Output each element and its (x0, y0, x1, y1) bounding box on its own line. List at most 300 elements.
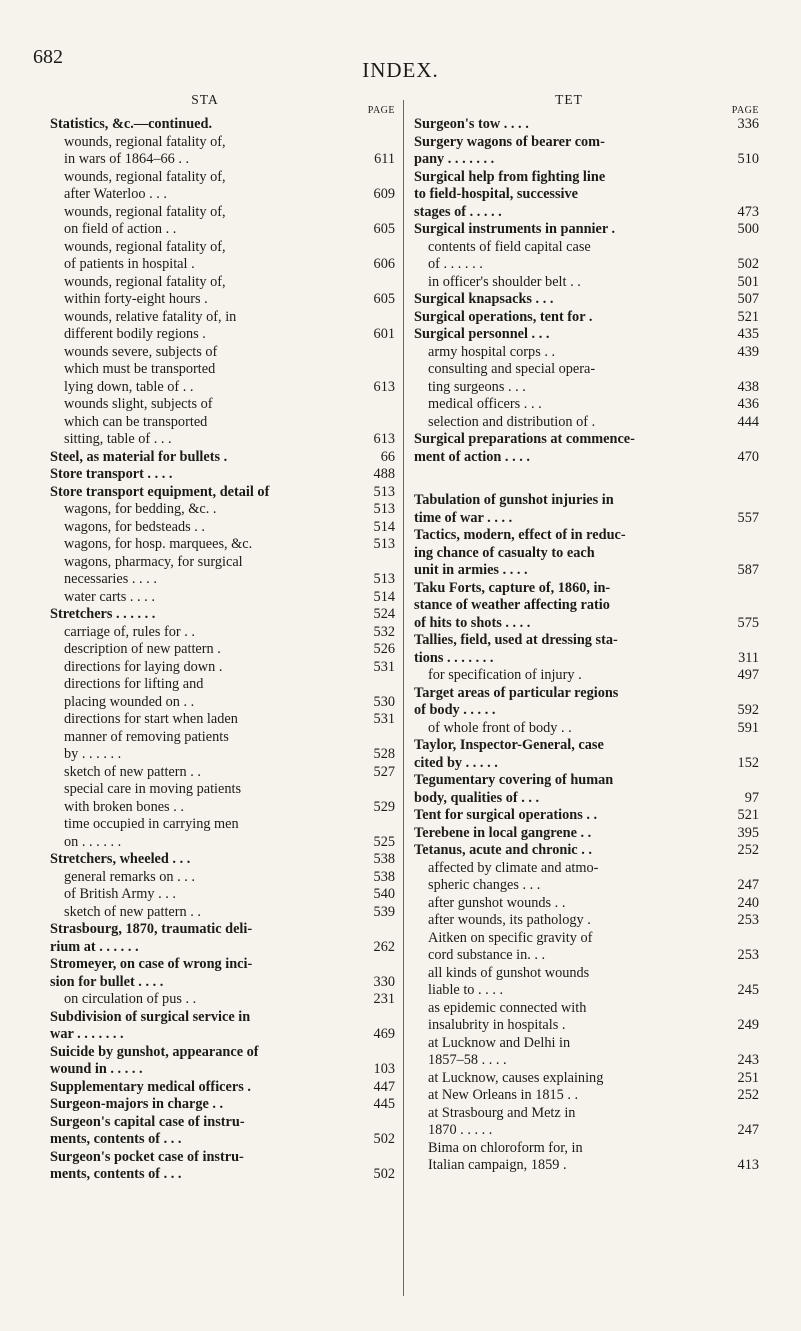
entry-line: body, qualities of . . . (414, 789, 540, 806)
entry-line: directions for lifting and (64, 676, 204, 692)
entry-line: Taylor, Inspector-General, case (414, 737, 604, 753)
entry-page-number: 605 (373, 291, 395, 307)
entry-line: Statistics, &c.—continued. (50, 116, 213, 132)
index-subentry (50, 344, 395, 397)
index-subentry (414, 930, 759, 965)
index-subentry (414, 239, 759, 274)
index-entry (50, 1149, 395, 1184)
entry-text (50, 1096, 347, 1114)
entry-page-number: 557 (737, 509, 759, 526)
index-subentry (414, 912, 759, 930)
entry-page-number: 524 (373, 606, 395, 622)
entry-line: special care in moving patients (64, 781, 242, 797)
entry-line: Stretchers, wheeled . . . (50, 851, 191, 867)
entry-page-number: 513 (373, 571, 395, 587)
index-entry (414, 807, 759, 825)
entry-page-number: 439 (737, 343, 759, 360)
index-entry (414, 842, 759, 860)
entry-text (50, 851, 347, 869)
entry-page-number: 531 (373, 711, 395, 727)
entry-text (428, 1070, 711, 1088)
entry-text (50, 921, 347, 956)
index-subentry (50, 274, 395, 309)
entry-page-number: 249 (737, 1017, 759, 1033)
index-entry (414, 685, 759, 720)
entry-text (428, 1035, 711, 1070)
index-subentry (50, 309, 395, 344)
index-subentry (414, 1105, 759, 1140)
index-entry (50, 956, 395, 991)
entry-line: ing chance of casualty to each (414, 544, 595, 561)
entry-page-number: 435 (737, 326, 759, 342)
entry-line: Italian campaign, 1859 . (428, 1157, 567, 1173)
right-entries (414, 116, 759, 1175)
entry-line: necessaries . . . . (64, 571, 157, 587)
entry-text (428, 274, 711, 292)
entry-line: wounds, regional fatality of, (64, 273, 226, 290)
entry-page-number: 528 (373, 746, 395, 762)
entry-text (414, 527, 711, 580)
entry-line: manner of removing patients (64, 728, 229, 745)
entry-line: liable to . . . . (428, 982, 504, 998)
entry-line: Stromeyer, on case of wrong inci- (50, 956, 253, 972)
index-subentry (414, 361, 759, 396)
entry-line: in officer's shoulder belt . . (428, 273, 581, 290)
entry-text (414, 169, 711, 222)
entry-line: Steel, as material for bullets . (50, 448, 228, 465)
entry-page-number: 601 (373, 326, 395, 342)
entry-page-number: 513 (373, 501, 395, 517)
entry-line: consulting and special opera- (428, 361, 596, 377)
entry-text (50, 1009, 347, 1044)
entry-line: war . . . . . . . (50, 1026, 124, 1042)
entry-line: Suicide by gunshot, appearance of (50, 1043, 259, 1060)
entry-line: sketch of new pattern . . (64, 763, 201, 780)
entry-text (64, 886, 347, 904)
entry-line: selection and distribution of . (428, 413, 596, 430)
entry-text (414, 632, 711, 667)
entry-page-number: 531 (373, 658, 395, 675)
entry-line: Surgeon's capital case of instru- (50, 1113, 245, 1130)
entry-text (64, 589, 347, 607)
entry-line: of whole front of body . . (428, 719, 572, 736)
entry-line: insalubrity in hospitals . (428, 1017, 566, 1033)
index-subentry (414, 1035, 759, 1070)
index-entry (414, 825, 759, 843)
entry-page-number: 538 (373, 851, 395, 867)
entry-line: at Strasbourg and Metz in (428, 1104, 576, 1121)
entry-line: Supplementary medical officers . (50, 1078, 251, 1095)
entry-page-number: 253 (737, 947, 759, 963)
index-subentry (414, 667, 759, 685)
entry-page-number: 502 (373, 1131, 395, 1147)
entry-page-number: 538 (373, 868, 395, 885)
entry-line: all kinds of gunshot wounds (428, 964, 590, 981)
entry-text (64, 904, 347, 922)
entry-line: 1857–58 . . . . (428, 1052, 507, 1068)
entry-text (50, 1079, 347, 1097)
entry-line: army hospital corps . . (428, 343, 556, 360)
section-gap (414, 466, 759, 492)
entry-line: after wounds, its pathology . (428, 912, 591, 928)
entry-text (414, 309, 711, 327)
entry-text (428, 1000, 711, 1035)
entry-page-number: 152 (737, 754, 759, 771)
entry-page-number: 470 (737, 448, 759, 465)
entry-text (414, 580, 711, 633)
entry-line: wounds, regional fatality of, (64, 238, 226, 255)
index-entry (50, 1079, 395, 1097)
entry-line: on . . . . . . (64, 833, 122, 850)
entry-text (414, 221, 711, 239)
index-subentry (414, 895, 759, 913)
entry-line: on field of action . . (64, 221, 177, 237)
entry-line: in wars of 1864–66 . . (64, 151, 190, 167)
entry-text (50, 116, 347, 134)
entry-page-number: 502 (373, 1166, 395, 1182)
entry-page-number: 240 (737, 894, 759, 911)
entry-line: ment of action . . . . (414, 448, 530, 465)
entry-page-number: 336 (737, 116, 759, 132)
right-page-label: PAGE (731, 105, 759, 116)
index-subentry (50, 781, 395, 816)
entry-text (414, 842, 711, 860)
entry-line: on circulation of pus . . (64, 991, 197, 1007)
entry-text (414, 685, 711, 720)
entry-page-number: 514 (373, 588, 395, 605)
entry-line: wagons, for bedding, &c. . (64, 501, 217, 517)
entry-page-number: 252 (737, 842, 759, 858)
index-subentry (414, 965, 759, 1000)
entry-line: Terebene in local gangrene . . (414, 824, 592, 841)
entry-text (414, 772, 711, 807)
entry-line: after gunshot wounds . . (428, 894, 566, 911)
entry-line: wagons, pharmacy, for surgical (64, 553, 243, 570)
index-entry (50, 1044, 395, 1079)
entry-line: Surgical preparations at commence- (414, 431, 635, 447)
entry-text (414, 825, 711, 843)
index-entry (50, 484, 395, 502)
index-entry (50, 1114, 395, 1149)
index-entry (414, 527, 759, 580)
index-entry (50, 1096, 395, 1114)
entry-text (64, 344, 347, 397)
entry-page-number: 521 (737, 807, 759, 823)
entry-text (64, 309, 347, 344)
index-entry (50, 1009, 395, 1044)
entry-page-number: 243 (737, 1052, 759, 1068)
entry-text (428, 912, 711, 930)
index-subentry (414, 1140, 759, 1175)
entry-text (64, 396, 347, 449)
entry-page-number: 247 (737, 1122, 759, 1138)
entry-line: of British Army . . . (64, 886, 176, 902)
entry-page-number: 587 (737, 562, 759, 578)
left-column (50, 92, 395, 1184)
entry-line: which must be transported (64, 361, 216, 377)
index-subentry (50, 589, 395, 607)
index-subentry (414, 1070, 759, 1088)
right-column (414, 92, 759, 1175)
index-subentry (50, 869, 395, 887)
entry-text (428, 895, 711, 913)
entry-line: Surgical personnel . . . (414, 326, 550, 342)
entry-line: directions for start when laden (64, 711, 238, 727)
entry-text (64, 239, 347, 274)
entry-text (64, 554, 347, 589)
entry-page-number: 252 (737, 1087, 759, 1103)
index-entry (414, 772, 759, 807)
entry-text (64, 869, 347, 887)
entry-page-number: 613 (373, 378, 395, 395)
entry-text (428, 860, 711, 895)
entry-page-number: 488 (373, 466, 395, 482)
entry-line: general remarks on . . . (64, 868, 196, 885)
entry-line: Aitken on specific gravity of (428, 929, 593, 946)
entry-line: affected by climate and atmo- (428, 859, 599, 876)
entry-line: Bima on chloroform for, in (428, 1139, 583, 1156)
entry-text (64, 781, 347, 816)
left-column-header (50, 92, 395, 114)
entry-line: ments, contents of . . . (50, 1166, 182, 1182)
entry-line: Stretchers . . . . . . (50, 606, 156, 622)
entry-text (64, 169, 347, 204)
index-subentry (50, 239, 395, 274)
index-subentry (414, 860, 759, 895)
entry-page-number: 532 (373, 623, 395, 640)
entry-line: which can be transported (64, 413, 208, 430)
entry-line: Taku Forts, capture of, 1860, in- (414, 579, 611, 596)
entry-line: wounds, relative fatality of, in (64, 308, 237, 325)
entry-line: Tabulation of gunshot injuries in (414, 492, 614, 508)
entry-text (414, 291, 711, 309)
index-entry (50, 466, 395, 484)
entry-page-number: 605 (373, 221, 395, 237)
entry-line: wagons, for bedsteads . . (64, 518, 205, 535)
entry-line: wounds, regional fatality of, (64, 168, 226, 185)
entry-text (50, 466, 347, 484)
entry-page-number: 501 (737, 273, 759, 290)
index-subentry (50, 764, 395, 782)
entry-page-number: 395 (737, 824, 759, 841)
entry-page-number: 529 (373, 798, 395, 815)
entry-page-number: 311 (738, 649, 759, 666)
entry-text (414, 134, 711, 169)
entry-text (414, 326, 711, 344)
entry-text (428, 414, 711, 432)
entry-text (50, 1114, 347, 1149)
entry-text (50, 606, 347, 624)
entry-line: Surgical help from fighting line (414, 168, 606, 185)
index-entry (414, 431, 759, 466)
entry-page-number: 591 (737, 719, 759, 736)
index-subentry (414, 720, 759, 738)
entry-page-number: 502 (737, 256, 759, 272)
entry-line: sketch of new pattern . . (64, 903, 201, 920)
entry-page-number: 473 (737, 203, 759, 220)
entry-line: time of war . . . . (414, 509, 513, 526)
index-entry (414, 580, 759, 633)
entry-line: sion for bullet . . . . (50, 973, 164, 990)
entry-page-number: 527 (373, 763, 395, 780)
index-subentry (50, 501, 395, 519)
entry-line: cord substance in. . . (428, 947, 546, 963)
index-subentry (50, 676, 395, 711)
index-entry (50, 606, 395, 624)
entry-text (64, 764, 347, 782)
index-entry (414, 326, 759, 344)
index-subentry (50, 886, 395, 904)
entry-text (64, 729, 347, 764)
entry-text (50, 484, 347, 502)
entry-line: of body . . . . . (414, 702, 496, 718)
entry-text (64, 624, 347, 642)
entry-line: by . . . . . . (64, 746, 122, 762)
entry-line: different bodily regions . (64, 326, 206, 342)
entry-line: ting surgeons . . . (428, 378, 526, 395)
index-entry (414, 309, 759, 327)
entry-text (50, 956, 347, 991)
entry-line: lying down, table of . . (64, 378, 194, 395)
left-page-label: PAGE (367, 105, 395, 116)
entry-page-number: 575 (737, 614, 759, 631)
entry-text (428, 1105, 711, 1140)
index-subentry (414, 414, 759, 432)
index-subentry (50, 554, 395, 589)
entry-line: 1870 . . . . . (428, 1122, 493, 1138)
entry-line: after Waterloo . . . (64, 186, 167, 202)
entry-text (64, 536, 347, 554)
entry-page-number: 539 (373, 903, 395, 920)
entry-page-number: 540 (373, 886, 395, 902)
index-entry (414, 737, 759, 772)
entry-line: Surgical instruments in pannier . (414, 221, 616, 237)
entry-text (414, 116, 711, 134)
entry-text (428, 930, 711, 965)
index-subentry (414, 396, 759, 414)
index-entry (414, 632, 759, 667)
entry-text (428, 344, 711, 362)
entry-page-number: 436 (737, 396, 759, 412)
entry-page-number: 247 (737, 877, 759, 893)
entry-text (414, 492, 711, 527)
entry-line: Store transport equipment, detail of (50, 483, 270, 500)
entry-text (64, 519, 347, 537)
entry-text (428, 1140, 711, 1175)
entry-line: Tegumentary covering of human (414, 772, 614, 788)
entry-text (428, 361, 711, 396)
entry-page-number: 611 (374, 151, 395, 167)
left-entries (50, 116, 395, 1184)
entry-text (428, 667, 711, 685)
entry-page-number: 500 (737, 221, 759, 237)
entry-line: wound in . . . . . (50, 1061, 143, 1077)
entry-line: water carts . . . . (64, 588, 155, 605)
entry-page-number: 606 (373, 256, 395, 272)
entry-text (64, 274, 347, 309)
entry-line: Store transport . . . . (50, 466, 173, 482)
index-subentry (50, 624, 395, 642)
entry-line: wounds, regional fatality of, (64, 203, 226, 220)
right-header-range: TET (555, 92, 583, 107)
index-subentry (414, 1000, 759, 1035)
entry-line: of patients in hospital . (64, 256, 195, 272)
entry-line: as epidemic connected with (428, 999, 587, 1016)
index-subentry (414, 274, 759, 292)
entry-line: at New Orleans in 1815 . . (428, 1087, 579, 1103)
entry-line: placing wounded on . . (64, 693, 195, 710)
entry-line: within forty-eight hours . (64, 291, 208, 307)
entry-page-number: 447 (373, 1078, 395, 1095)
entry-page-number: 513 (373, 483, 395, 500)
entry-line: Surgical operations, tent for . (414, 308, 593, 325)
entry-line: time occupied in carrying men (64, 816, 239, 832)
left-header-range: STA (191, 92, 219, 107)
entry-line: unit in armies . . . . (414, 562, 528, 578)
entry-text (428, 965, 711, 1000)
index-entry (414, 134, 759, 169)
entry-text (50, 1149, 347, 1184)
entry-line: sitting, table of . . . (64, 431, 172, 447)
entry-text (64, 676, 347, 711)
index-subentry (50, 519, 395, 537)
entry-line: wagons, for hosp. marquees, &c. (64, 536, 253, 552)
entry-page-number: 262 (373, 938, 395, 955)
entry-line: Surgery wagons of bearer com- (414, 133, 605, 150)
entry-line: Tetanus, acute and chronic . . (414, 842, 592, 858)
index-subentry (50, 134, 395, 169)
entry-text (64, 501, 347, 519)
entry-page-number: 525 (373, 833, 395, 850)
entry-line: ments, contents of . . . (50, 1131, 182, 1147)
index-subentry (414, 344, 759, 362)
index-entry (50, 851, 395, 869)
entry-line: Surgeon-majors in charge . . (50, 1096, 224, 1112)
entry-line: Tactics, modern, effect of in reduc- (414, 527, 626, 543)
index-entry (50, 449, 395, 467)
entry-page-number: 66 (380, 448, 395, 465)
entry-text (64, 659, 347, 677)
entry-line: wounds slight, subjects of (64, 396, 213, 412)
index-subentry (50, 536, 395, 554)
entry-line: tions . . . . . . . (414, 649, 494, 666)
index-subentry (50, 641, 395, 659)
entry-page-number: 609 (373, 186, 395, 202)
entry-text (64, 816, 347, 851)
entry-line: Strasbourg, 1870, traumatic deli- (50, 921, 253, 937)
entry-page-number: 521 (737, 308, 759, 325)
entry-text (64, 711, 347, 729)
index-subentry (50, 816, 395, 851)
entry-line: with broken bones . . (64, 798, 184, 815)
index-entry (50, 116, 395, 134)
index-subentry (50, 991, 395, 1009)
index-entry (414, 169, 759, 222)
entry-page-number: 253 (737, 912, 759, 928)
entry-text (64, 991, 347, 1009)
entry-line: stance of weather affecting ratio (414, 597, 610, 613)
entry-line: Tent for surgical operations . . (414, 807, 598, 823)
entry-page-number: 613 (373, 431, 395, 447)
entry-page-number: 97 (744, 789, 759, 806)
right-column-header (414, 92, 759, 114)
entry-line: at Lucknow and Delhi in (428, 1034, 571, 1051)
entry-page-number: 245 (737, 982, 759, 998)
entry-line: description of new pattern . (64, 641, 221, 657)
entry-text (414, 431, 711, 466)
entry-line: pany . . . . . . . (414, 151, 495, 167)
index-subentry (50, 711, 395, 729)
